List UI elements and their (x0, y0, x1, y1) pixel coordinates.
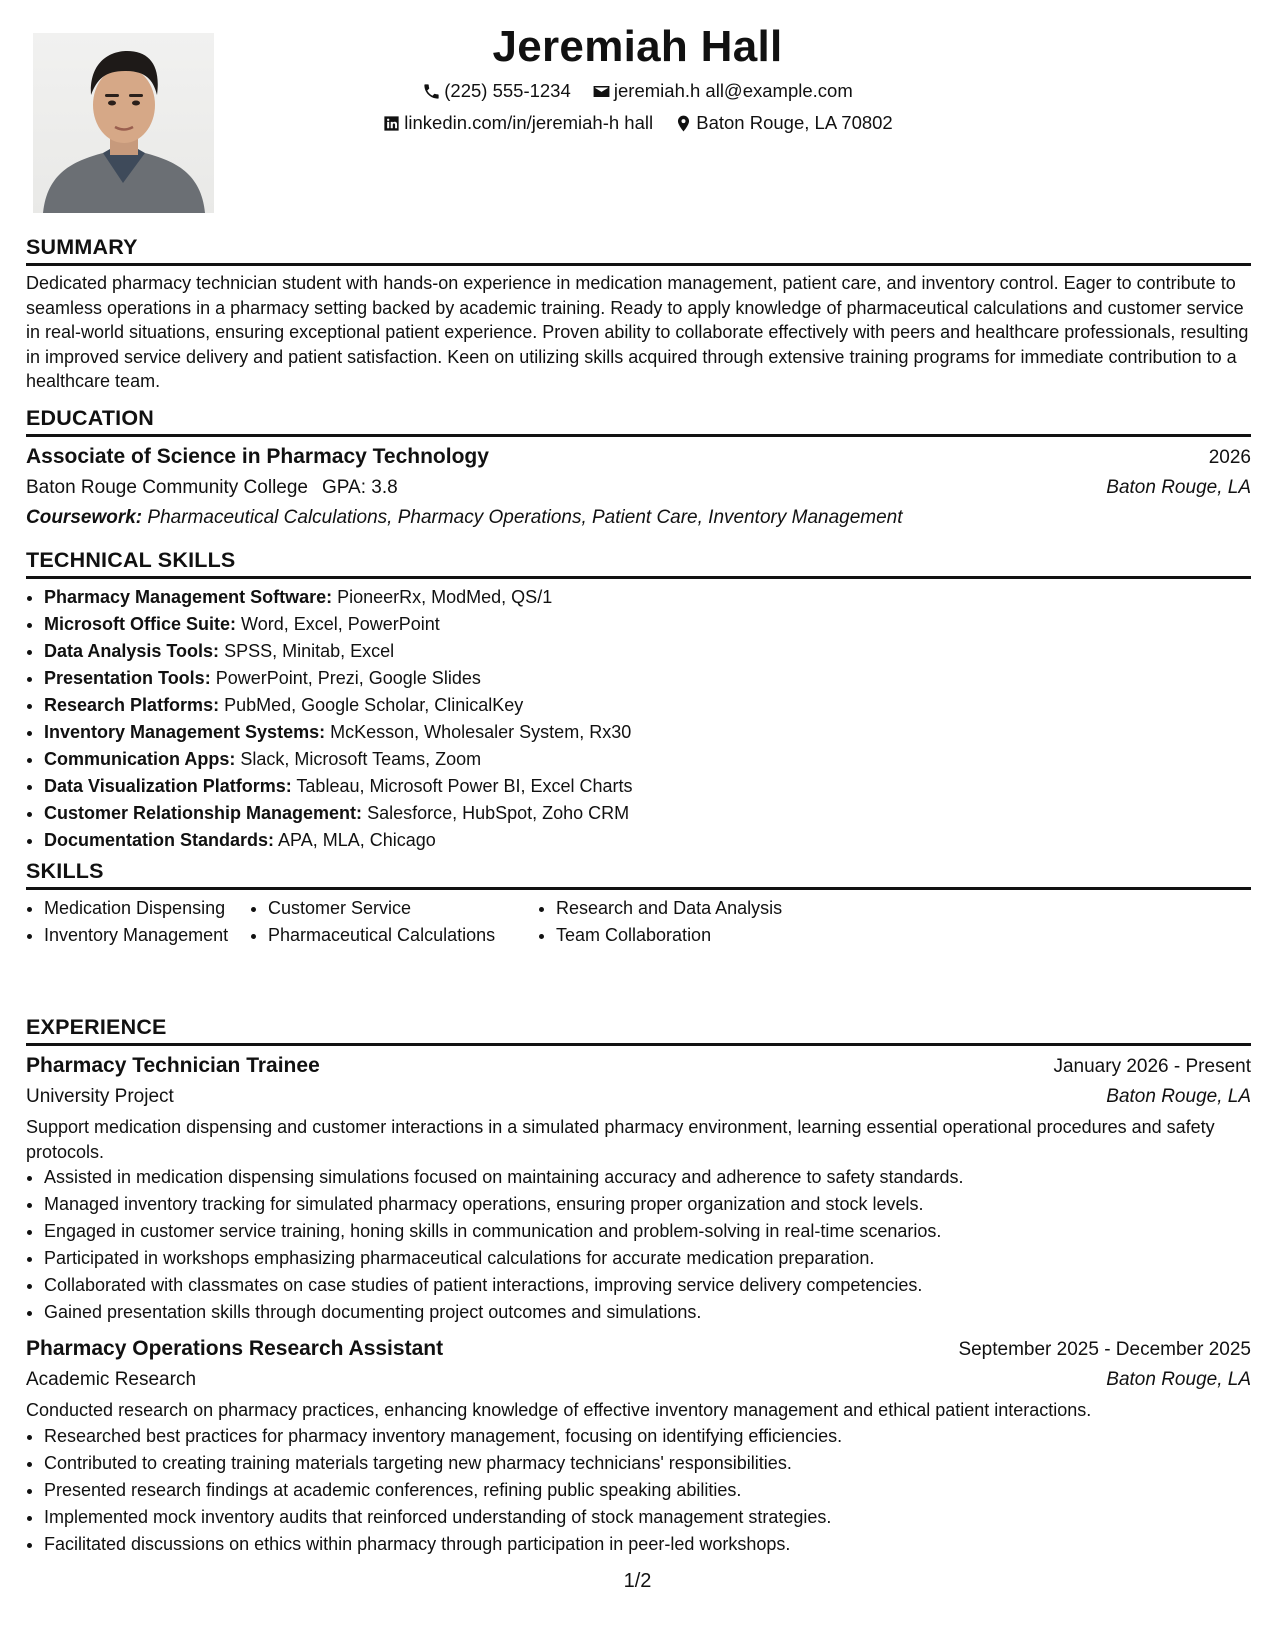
skill-label: Microsoft Office Suite: (44, 614, 237, 634)
job-org: University Project (26, 1086, 174, 1107)
email-contact[interactable] (592, 80, 853, 102)
job-org: Academic Research (26, 1369, 197, 1390)
coursework-list: Pharmaceutical Calculations, Pharmacy Operations, Patient Care, Inventory Management (147, 507, 903, 528)
skills-column-1 (26, 895, 250, 949)
gpa: GPA: 3.8 (322, 477, 398, 498)
list-item: • Facilitated discussions on ethics within pharmacy through participation in peer-led workshops. (44, 1531, 1251, 1558)
summary-heading: SUMMARY (26, 233, 1251, 266)
linkedin-icon (382, 114, 401, 133)
coursework-label: Coursework: (26, 507, 143, 528)
list-item: • Gained presentation skills through documenting project outcomes and simulations. (44, 1299, 1251, 1326)
technical-skills-heading: TECHNICAL SKILLS (26, 546, 1251, 579)
linkedin-text: linkedin.com/in/jeremiah-h hall (404, 112, 654, 133)
skill-value: Tableau, Microsoft Power BI, Excel Charts (296, 776, 633, 796)
coursework (26, 503, 1251, 533)
job-dates: January 2026 - Present (1053, 1056, 1251, 1077)
skill-label: Data Visualization Platforms: (44, 776, 292, 796)
linkedin-contact[interactable] (382, 112, 653, 134)
job-org-row (26, 1365, 1251, 1395)
candidate-name: Jeremiah Hall (492, 22, 783, 71)
list-item (44, 584, 1251, 611)
summary-text: Dedicated pharmacy technician student with hands-on experience in medication management, patient care, and inventory control. Eager to contribute to seamless operations in a pharmacy setting backed by academic training. Ready to apply knowledge of pharmaceutical calculations and customer service in real-world situations, ensuring exceptional patient experience. Proven ability to collaborate effectively with peers and healthcare professionals, resulting in improved service delivery and patient satisfaction. Keen on utilizing skills acquired through extensive training programs for immediate contribution to a healthcare team. (26, 273, 1249, 391)
page-number: 1/2 (623, 1570, 652, 1592)
job-title-row (26, 1051, 1251, 1082)
school-line (26, 473, 398, 503)
phone-contact[interactable] (422, 80, 571, 102)
location-text: Baton Rouge, LA 70802 (696, 112, 893, 133)
job-description: Support medication dispensing and customer interactions in a simulated pharmacy environment, learning essential operational procedures and safety protocols. (26, 1117, 1215, 1162)
list-item: • Researched best practices for pharmacy inventory management, focusing on identifying efficiencies. (44, 1423, 1251, 1450)
technical-skills-list (26, 584, 1251, 854)
skill-value: Word, Excel, PowerPoint (241, 614, 440, 634)
list-item (44, 746, 1251, 773)
list-item (44, 719, 1251, 746)
list-item (44, 800, 1251, 827)
experience-entry-1 (26, 1051, 1251, 1326)
contact-line-2 (0, 112, 1275, 138)
skill-value: Salesforce, HubSpot, Zoho CRM (367, 803, 630, 823)
summary-section (26, 233, 1251, 394)
list-item: • Medication Dispensing (44, 895, 250, 922)
education-heading: EDUCATION (26, 404, 1251, 437)
map-pin-icon (674, 114, 693, 133)
school-location: Baton Rouge, LA (1106, 477, 1251, 498)
job-role: Pharmacy Technician Trainee (26, 1054, 320, 1077)
envelope-icon (592, 82, 611, 101)
experience-heading: EXPERIENCE (26, 1013, 1251, 1046)
job-location: Baton Rouge, LA (1106, 1369, 1251, 1390)
education-section (26, 404, 1251, 533)
skills-column-2 (250, 895, 538, 949)
skill-value: PioneerRx, ModMed, QS/1 (337, 587, 553, 607)
skill-label: Customer Relationship Management: (44, 803, 363, 823)
skill-label: Documentation Standards: (44, 830, 275, 850)
experience-entry-2 (26, 1334, 1251, 1558)
job-title-row (26, 1334, 1251, 1365)
skills-section (26, 857, 1251, 949)
skill-label: Research Platforms: (44, 695, 220, 715)
list-item (44, 611, 1251, 638)
skills-heading: SKILLS (26, 857, 1251, 890)
list-item: • Team Collaboration (556, 922, 782, 949)
list-item: • Presented research findings at academic conferences, refining public speaking abilities. (44, 1477, 1251, 1504)
skill-label: Presentation Tools: (44, 668, 211, 688)
list-item: • Collaborated with classmates on case studies of patient interactions, improving service delivery competencies. (44, 1272, 1251, 1299)
skill-value: PubMed, Google Scholar, ClinicalKey (224, 695, 524, 715)
education-title-row (26, 442, 1251, 473)
phone-icon (422, 82, 441, 101)
skill-value: PowerPoint, Prezi, Google Slides (215, 668, 481, 688)
location-contact (674, 112, 892, 134)
skill-label: Inventory Management Systems: (44, 722, 326, 742)
list-item: • Engaged in customer service training, honing skills in communication and problem-solving in real-time scenarios. (44, 1218, 1251, 1245)
email-text: jeremiah.h all@example.com (613, 80, 853, 101)
list-item: • Contributed to creating training materials targeting new pharmacy technicians' responsibilities. (44, 1450, 1251, 1477)
job-bullets (26, 1423, 1251, 1558)
skill-value: McKesson, Wholesaler System, Rx30 (330, 722, 632, 742)
list-item: • Inventory Management (44, 922, 250, 949)
skill-value: Slack, Microsoft Teams, Zoom (240, 749, 482, 769)
list-item (44, 638, 1251, 665)
list-item: • Implemented mock inventory audits that reinforced understanding of stock management strategies. (44, 1504, 1251, 1531)
job-role: Pharmacy Operations Research Assistant (26, 1337, 444, 1360)
skills-grid (26, 895, 1251, 949)
school-name: Baton Rouge Community College (26, 477, 308, 498)
skill-label: Data Analysis Tools: (44, 641, 220, 661)
degree-name: Associate of Science in Pharmacy Technology (26, 445, 489, 468)
skill-value: APA, MLA, Chicago (278, 830, 436, 850)
list-item: • Customer Service (268, 895, 538, 922)
job-location: Baton Rouge, LA (1106, 1086, 1251, 1107)
phone-text: (225) 555-1234 (444, 80, 571, 101)
list-item (44, 827, 1251, 854)
job-org-row (26, 1082, 1251, 1112)
list-item (44, 692, 1251, 719)
contact-line-1 (0, 80, 1275, 106)
skill-label: Communication Apps: (44, 749, 236, 769)
list-item: • Participated in workshops emphasizing pharmaceutical calculations for accurate medication preparation. (44, 1245, 1251, 1272)
list-item (44, 773, 1251, 800)
technical-skills-section (26, 546, 1251, 854)
list-item: • Assisted in medication dispensing simulations focused on maintaining accuracy and adherence to safety standards. (44, 1164, 1251, 1191)
education-sub-row (26, 473, 1251, 503)
experience-section (26, 1013, 1251, 1558)
graduation-year: 2026 (1208, 447, 1251, 468)
list-item (44, 665, 1251, 692)
list-item: • Pharmaceutical Calculations (268, 922, 538, 949)
list-item: • Managed inventory tracking for simulated pharmacy operations, ensuring proper organization and stock levels. (44, 1191, 1251, 1218)
skills-column-3 (538, 895, 782, 949)
list-item: • Research and Data Analysis (556, 895, 782, 922)
job-description: Conducted research on pharmacy practices, enhancing knowledge of effective inventory management and ethical patient interactions. (26, 1400, 1092, 1420)
skill-value: SPSS, Minitab, Excel (224, 641, 395, 661)
job-dates: September 2025 - December 2025 (958, 1339, 1251, 1360)
job-bullets (26, 1164, 1251, 1326)
skill-label: Pharmacy Management Software: (44, 587, 333, 607)
